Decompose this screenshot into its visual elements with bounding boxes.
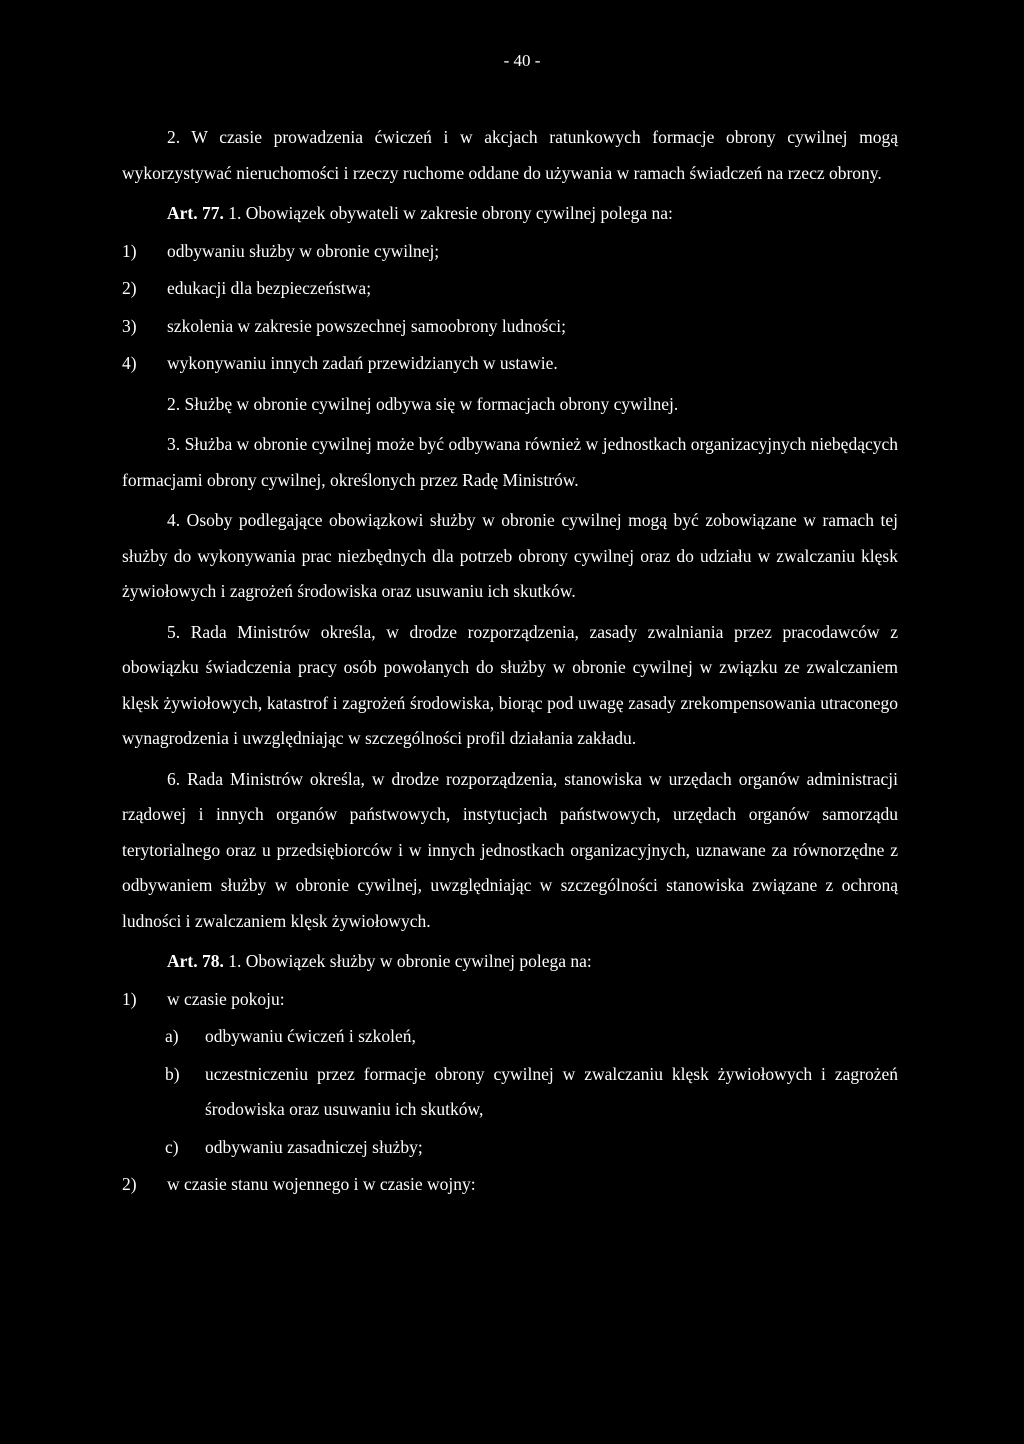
sub-list-item bbox=[165, 1057, 898, 1128]
article-77-paragraph-6: 6. Rada Ministrów określa, w drodze rozporządzenia, stanowiska w urzędach organów administracji rządowej i innych organów państwowych, instytucjach państwowych, urzędach organów samorządu terytorialnego oraz u przedsiębiorców i w innych jednostkach organizacyjnych, uznawane za równorzędne z odbywaniem służby w obronie cywilnej, uwzględniając w szczególności stanowiska związane z ochroną ludności i zwalczaniem klęsk żywiołowych. bbox=[122, 768, 898, 931]
article-77-paragraph-2: 2. Służbę w obronie cywilnej odbywa się w formacjach obrony cywilnej. bbox=[167, 393, 679, 414]
list-item-text: w czasie stanu wojennego i w czasie wojny: bbox=[167, 1174, 476, 1194]
sub-list-item bbox=[165, 1130, 898, 1166]
sub-list-item-text: uczestniczeniu przez formacje obrony cywilnej w zwalczaniu klęsk żywiołowych i zagrożeń środowiska oraz usuwaniu ich skutków, bbox=[205, 1063, 898, 1119]
article-77-paragraph-3: 3. Służba w obronie cywilnej może być odbywana również w jednostkach organizacyjnych niebędących formacjami obrony cywilnej, określonych przez Radę Ministrów. bbox=[122, 434, 898, 490]
list-item-number: 2) bbox=[122, 278, 137, 298]
article-77-paragraph-5: 5. Rada Ministrów określa, w drodze rozporządzenia, zasady zwalniania przez pracodawców z obowiązku świadczenia pracy osób powołanych do służby w obronie cywilnej w związku ze zwalczaniem klęsk żywiołowych, katastrof i zagrożeń środowiska, biorąc pod uwagę zasady zrekompensowania utraconego wynagrodzenia i uwzględniając w szczególności profil działania zakładu. bbox=[122, 621, 898, 748]
list-item bbox=[122, 1167, 898, 1203]
sub-list-item-letter: a) bbox=[165, 1026, 179, 1046]
list-item-number: 4) bbox=[122, 353, 137, 373]
list-item bbox=[122, 234, 898, 270]
list-item-number: 3) bbox=[122, 315, 137, 336]
article-77-paragraph-4: 4. Osoby podlegające obowiązkowi służby w obronie cywilnej mogą być zobowiązane w ramach tej służby do wykonywania prac niezbędnych dla potrzeb obrony cywilnej oraz do udziału w zwalczaniu klęsk żywiołowych i zagrożeń środowiska oraz usuwaniu ich skutków. bbox=[122, 510, 898, 601]
list-item-text: wykonywaniu innych zadań przewidzianych w ustawie. bbox=[167, 353, 558, 373]
list-item-number: 1) bbox=[122, 240, 137, 261]
list-item-number: 1) bbox=[122, 988, 137, 1009]
list-item bbox=[122, 271, 898, 307]
list-item-text: w czasie pokoju: bbox=[167, 988, 285, 1009]
list-item bbox=[122, 309, 898, 345]
sub-list-item-letter: c) bbox=[165, 1136, 179, 1157]
list-item-text: szkolenia w zakresie powszechnej samoobrony ludności; bbox=[167, 315, 566, 336]
article-78-label: Art. 78. bbox=[167, 951, 224, 971]
paragraph-2: 2. W czasie prowadzenia ćwiczeń i w akcjach ratunkowych formacje obrony cywilnej mogą wykorzystywać nieruchomości i rzeczy ruchome oddane do używania w ramach świadczeń na rzecz obrony. bbox=[122, 127, 898, 183]
list-item-text: edukacji dla bezpieczeństwa; bbox=[167, 278, 372, 298]
list-item bbox=[122, 346, 898, 382]
article-78-intro: 1. Obowiązek służby w obronie cywilnej polega na: bbox=[223, 951, 592, 971]
sub-list-item-text: odbywaniu zasadniczej służby; bbox=[205, 1136, 423, 1157]
article-77-label: Art. 77. bbox=[167, 203, 224, 223]
document-body bbox=[122, 120, 898, 1203]
page-number: - 40 - bbox=[503, 51, 541, 70]
list-item-number: 2) bbox=[122, 1174, 137, 1194]
sub-list-item-text: odbywaniu ćwiczeń i szkoleń, bbox=[205, 1026, 416, 1046]
article-77-intro: 1. Obowiązek obywateli w zakresie obrony cywilnej polega na: bbox=[223, 203, 673, 223]
article-77-heading bbox=[122, 196, 898, 232]
sub-list-item-letter: b) bbox=[165, 1063, 180, 1084]
list-item bbox=[122, 982, 898, 1018]
article-78-heading bbox=[122, 944, 898, 980]
sub-list-item bbox=[165, 1019, 898, 1055]
list-item-text: odbywaniu służby w obronie cywilnej; bbox=[167, 240, 440, 261]
